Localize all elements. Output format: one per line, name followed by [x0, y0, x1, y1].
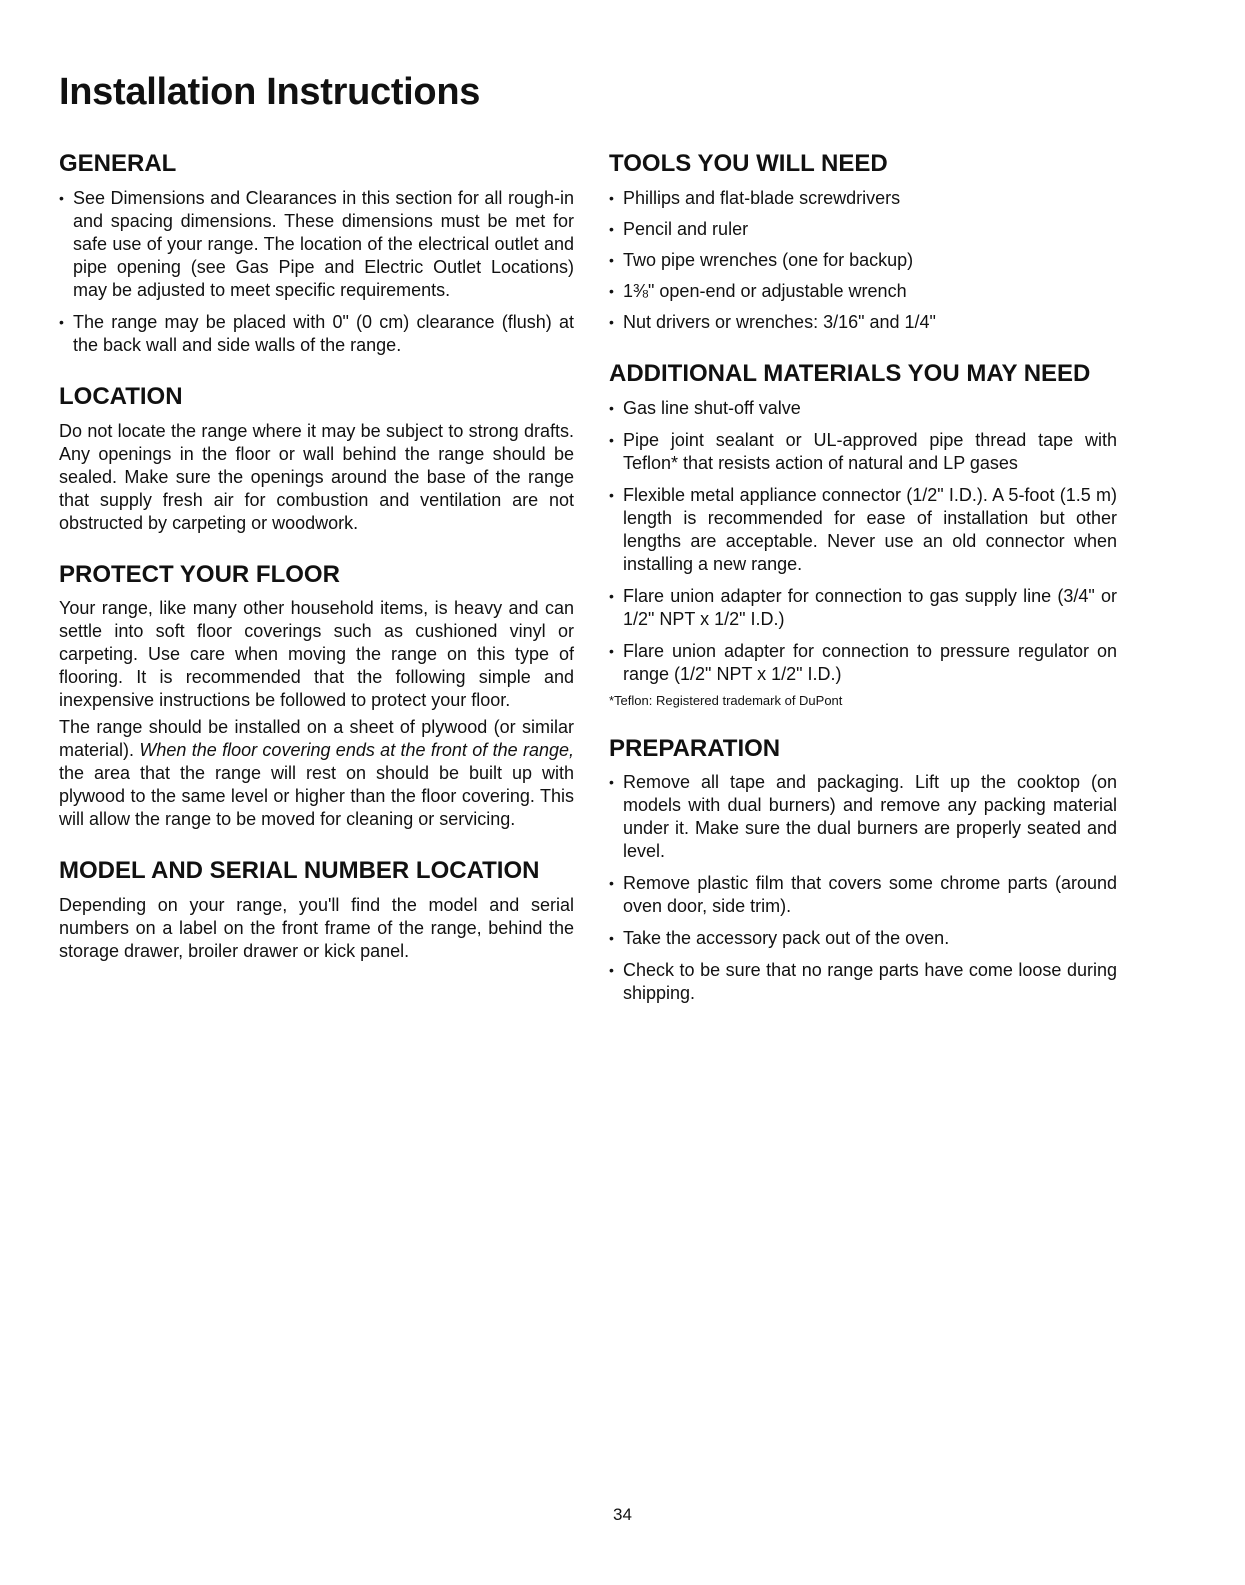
section-protect-floor	[59, 561, 574, 832]
section-additional-materials	[609, 360, 1117, 709]
additional-heading: ADDITIONAL MATERIALS YOU MAY NEED	[609, 359, 1091, 387]
model-serial-heading: MODEL AND SERIAL NUMBER LOCATION	[59, 857, 540, 885]
preparation-list	[609, 771, 1117, 1005]
general-bullet-1: • See Dimensions and Clearances in this section for all rough-in and spacing dimensions. These dimensions must be met for safe use of your range. The location of the electrical outlet and pipe opening (see Gas Pipe and Electric Outlet Locations) may be adjusted to meet specific requirements.	[59, 187, 574, 302]
preparation-item-3: • Take the accessory pack out of the oven.	[609, 927, 1117, 950]
section-model-serial	[59, 857, 574, 963]
page-title: Installation Instructions	[59, 71, 481, 113]
protect-floor-heading: PROTECT YOUR FLOOR	[59, 560, 340, 588]
left-column	[59, 150, 574, 989]
tools-item-5: • Nut drivers or wrenches: 3/16" and 1/4"	[609, 311, 1117, 334]
additional-item-2: • Pipe joint sealant or UL-approved pipe thread tape with Teflon* that resists action of natural and LP gases	[609, 429, 1117, 475]
preparation-item-1: • Remove all tape and packaging. Lift up the cooktop (on models with dual burners) and remove any packing material under it. Make sure the dual burners are properly seated and level.	[609, 771, 1117, 863]
tools-item-3: • Two pipe wrenches (one for backup)	[609, 249, 1117, 272]
model-serial-text: Depending on your range, you'll find the model and serial numbers on a label on the front frame of the range, behind the storage drawer, broiler drawer or kick panel.	[59, 895, 574, 962]
general-list	[59, 187, 574, 357]
section-preparation	[609, 735, 1117, 1006]
section-location	[59, 383, 574, 535]
tools-item-1: • Phillips and flat-blade screwdrivers	[609, 187, 1117, 210]
additional-item-4: • Flare union adapter for connection to gas supply line (3/4" or 1/2" NPT x 1/2" I.D.)	[609, 585, 1117, 631]
protect-floor-para-2	[59, 716, 574, 831]
additional-item-3: • Flexible metal appliance connector (1/2" I.D.). A 5-foot (1.5 m) length is recommended for ease of installation but other lengths are acceptable. Never use an old connector when installing a new range.	[609, 484, 1117, 576]
tools-list	[609, 187, 1117, 334]
general-bullet-2: • The range may be placed with 0" (0 cm) clearance (flush) at the back wall and side walls of the range.	[59, 311, 574, 357]
section-general	[59, 150, 574, 357]
preparation-item-4: • Check to be sure that no range parts have come loose during shipping.	[609, 959, 1117, 1005]
protect-floor-para-2-italic: When the floor covering ends at the front of the range,	[139, 740, 575, 761]
additional-item-1: • Gas line shut-off valve	[609, 397, 1117, 420]
preparation-item-2: • Remove plastic film that covers some chrome parts (around oven door, side trim).	[609, 872, 1117, 918]
additional-list	[609, 397, 1117, 686]
page-number: 34	[613, 1505, 632, 1524]
protect-floor-para-1: Your range, like many other household items, is heavy and can settle into soft floor coverings such as cushioned vinyl or carpeting. Use care when moving the range on this type of flooring. It is recommended that the following simple and inexpensive instructions be followed to protect your floor.	[59, 598, 574, 711]
location-text: Do not locate the range where it may be subject to strong drafts. Any openings in the floor or wall behind the range should be sealed. Make sure the openings around the base of the range that supply fresh air for combustion and ventilation are not obstructed by carpeting or woodwork.	[59, 420, 574, 533]
tools-item-4: • 1⅜" open-end or adjustable wrench	[609, 280, 1117, 303]
protect-floor-para-2-end: the area that the range will rest on should be built up with plywood to the same level or higher than the floor covering. This will allow the range to be moved for cleaning or servicing.	[59, 763, 574, 830]
section-tools	[609, 150, 1117, 334]
location-heading: LOCATION	[59, 382, 183, 410]
general-heading: GENERAL	[59, 150, 177, 177]
protect-floor-para-2-start: The range should be installed on a sheet of plywood (or similar material).	[59, 717, 574, 761]
right-column	[609, 150, 1117, 1031]
tools-heading: TOOLS YOU WILL NEED	[609, 150, 888, 177]
teflon-footnote: *Teflon: Registered trademark of DuPont	[609, 692, 843, 708]
preparation-heading: PREPARATION	[609, 734, 781, 762]
tools-item-2: • Pencil and ruler	[609, 218, 1117, 241]
additional-item-5: • Flare union adapter for connection to pressure regulator on range (1/2" NPT x 1/2" I.D.)	[609, 640, 1117, 686]
